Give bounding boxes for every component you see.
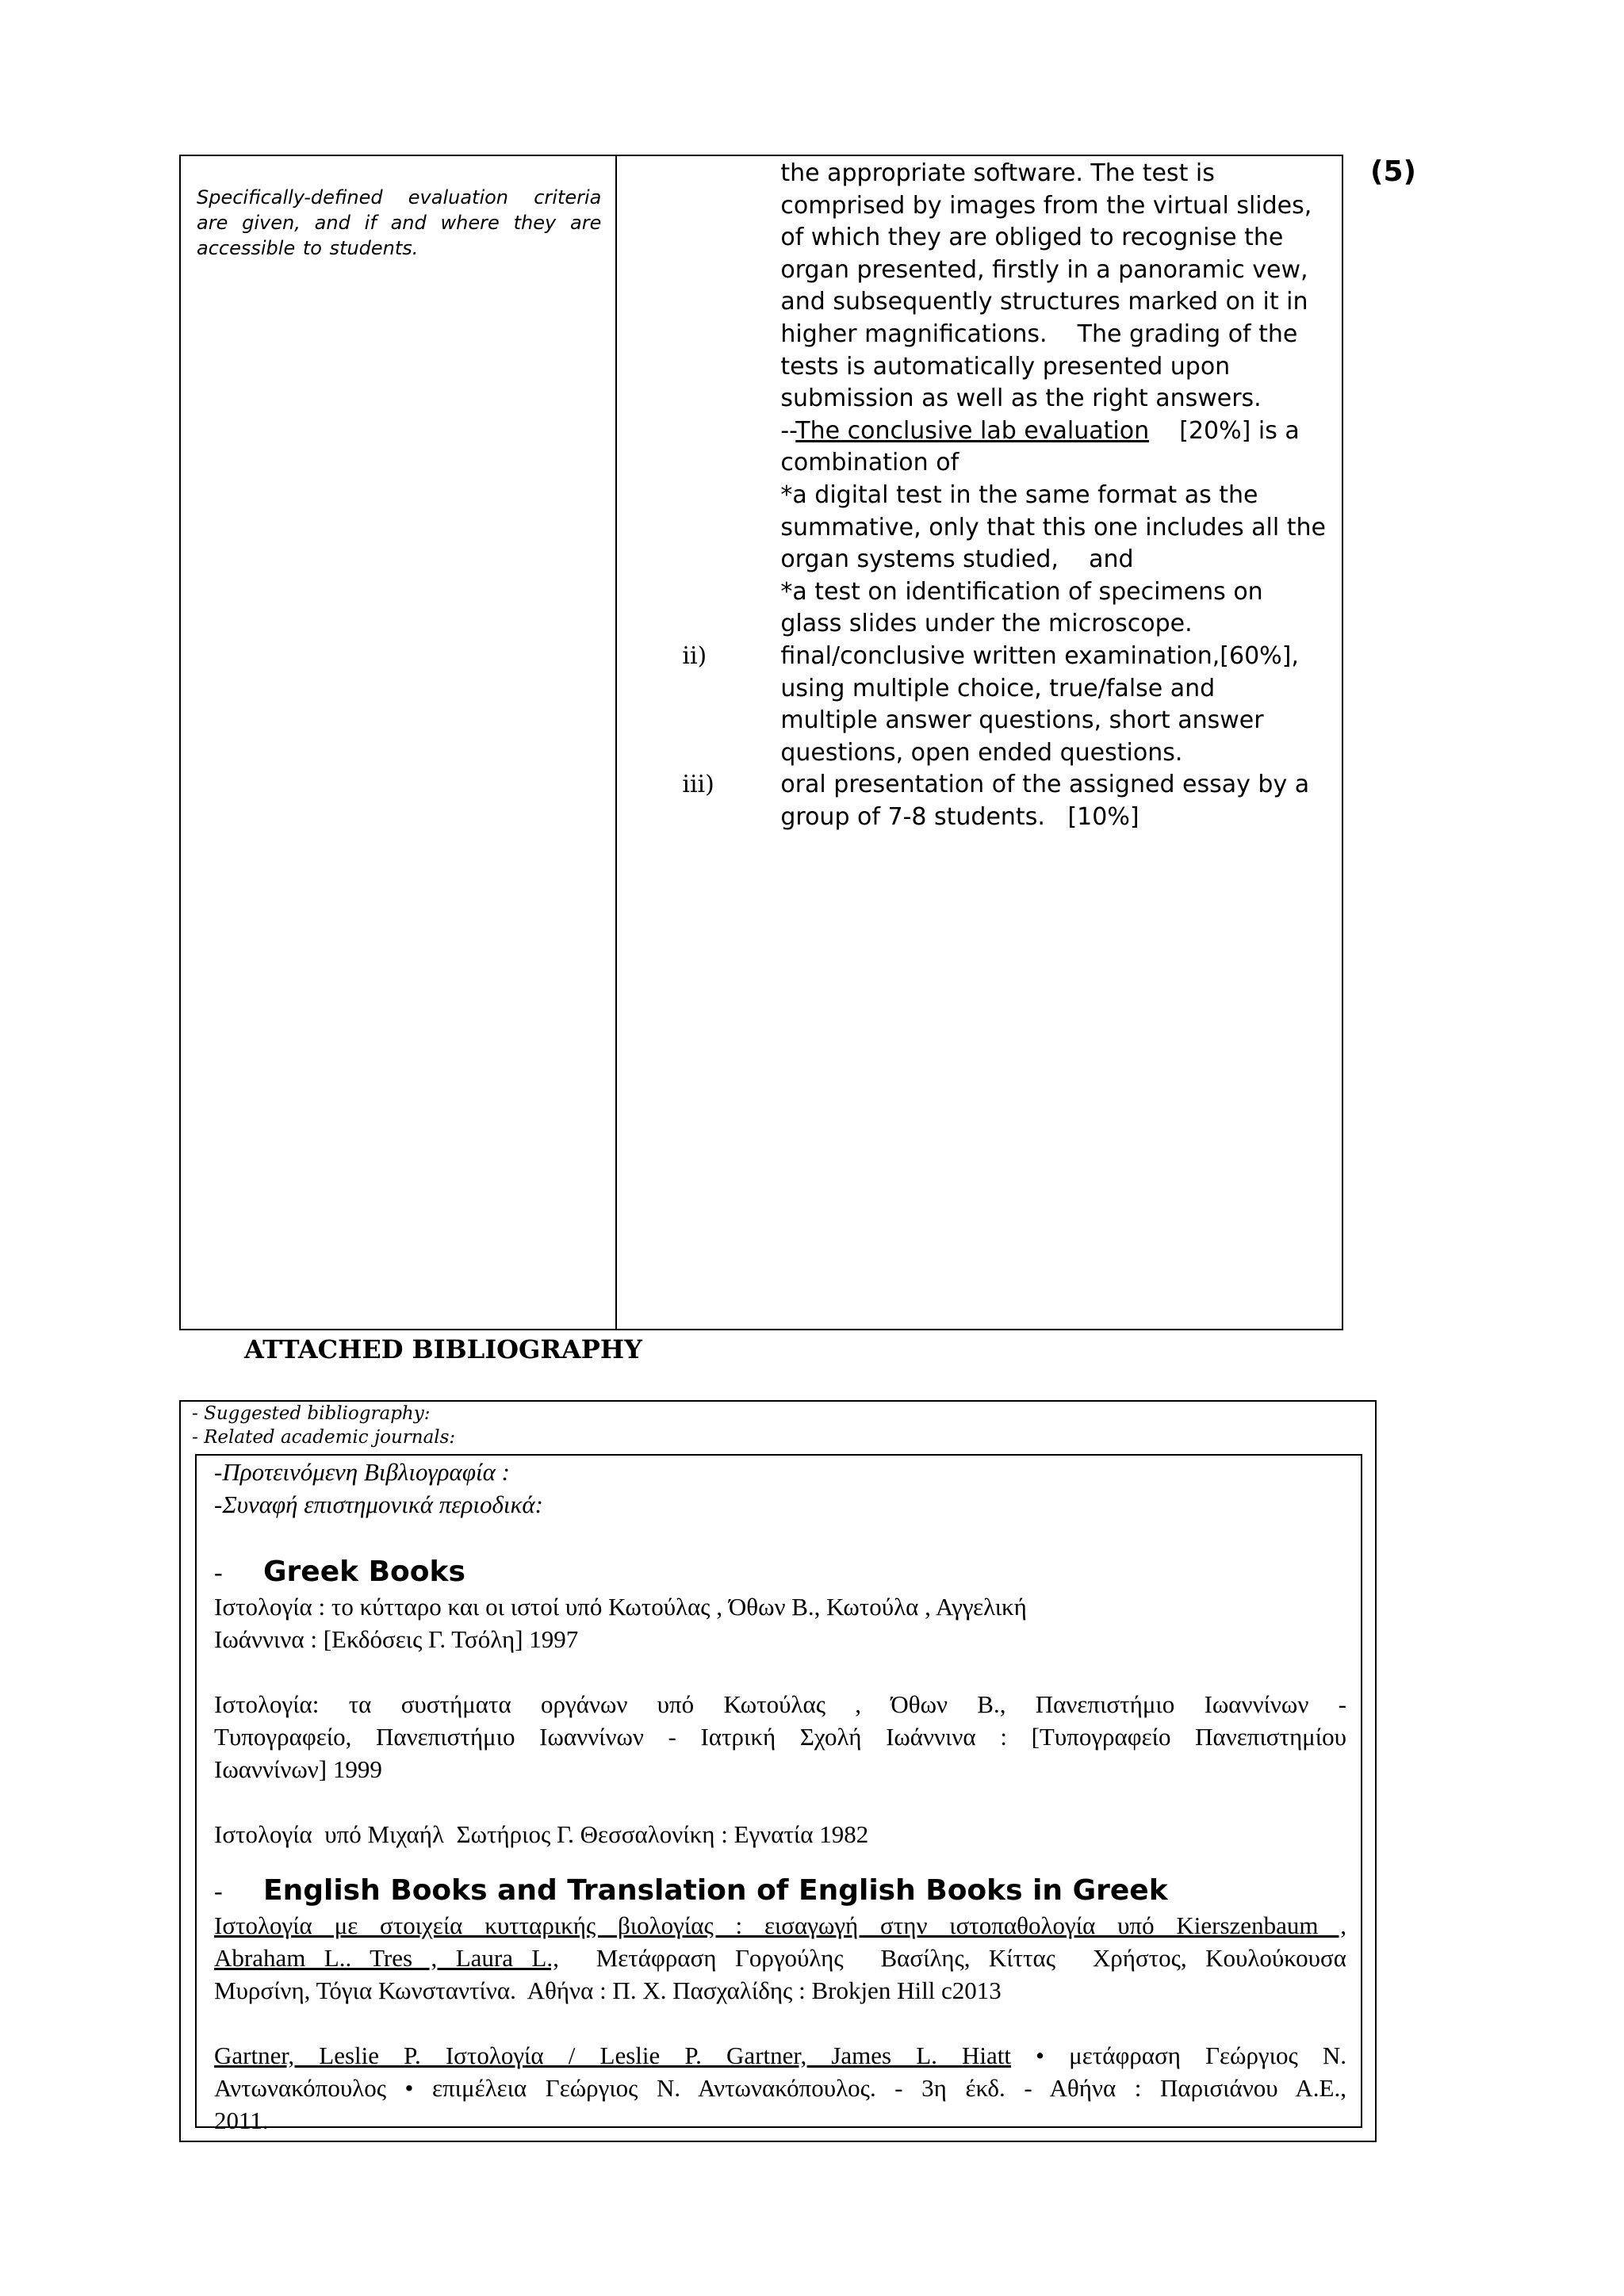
suggested-bibliography-label: - Suggested bibliography: (192, 1403, 431, 1424)
summative-test-description (617, 158, 1342, 641)
text-line: summative, only that this one includes all the (780, 513, 1326, 541)
section-title: Greek Books (263, 1556, 465, 1588)
text-line: multiple answer questions, short answer (780, 706, 1264, 735)
section-dash: - (214, 1557, 223, 1586)
evaluation-table (179, 155, 1343, 1330)
text-line: final/conclusive written examination,[60%], (780, 641, 1299, 670)
item-body (780, 641, 1342, 769)
text-line: oral presentation of the assigned essay by a (780, 771, 1310, 799)
text-line: *a digital test in the same format as the (780, 480, 1258, 509)
entry-line: Ιωαννίνων] 1999 (214, 1755, 382, 1783)
text-line: glass slides under the microscope. (780, 610, 1193, 638)
evaluation-item-ii (617, 641, 1342, 769)
bibliography-entry (214, 1590, 1346, 1655)
entry-authors: Abraham L.. Tres , Laura L., (214, 1944, 559, 1972)
section-title: English Books and Translation of English Books in Greek (263, 1874, 1168, 1907)
text-line: and subsequently structures marked on it in (780, 288, 1308, 316)
entry-line (214, 2039, 1346, 2072)
dash-prefix: -- (780, 416, 796, 445)
entry-translators: Μετάφραση Γοργούλης Βασίλης, Κίττας Χρήστος, Κουλούκουσα (558, 1944, 1346, 1972)
text-line: tests is automatically presented upon (780, 352, 1231, 381)
conclusive-lab-evaluation-line (780, 415, 1326, 448)
section-greek-books (214, 1554, 1346, 1590)
entry-line: Ιστολογία: τα συστήματα οργάνων υπό Κωτούλας , Όθων Β., Πανεπιστήμιο Ιωαννίνων - (214, 1690, 1346, 1718)
evaluation-criteria-cell (181, 156, 617, 1329)
evaluation-item-iii (617, 769, 1342, 833)
entry-line: Ιστολογία υπό Μιχαήλ Σωτήριος Γ. Θεσσαλονίκη : Εγνατία 1982 (214, 1820, 869, 1848)
entry-line: Ιωάννινα : [Εκδόσεις Γ. Τσόλη] 1997 (214, 1625, 579, 1653)
entry-line (214, 1942, 1346, 1974)
entry-authors: Gartner, Leslie P. Ιστολογία / Leslie P. Gartner, James L. Hiatt (214, 2042, 1012, 2069)
entry-line: Ιστολογία με στοιχεία κυτταρικής βιολογίας : εισαγωγή στην ιστοπαθολογία υπό Kierszenbaum , (214, 1911, 1346, 1939)
section-english-books (214, 1873, 1346, 1909)
bibliography-entry (214, 1818, 1346, 1850)
greek-journals-label: -Συναφή επιστημονικά περιοδικά: (214, 1490, 543, 1518)
text-line: using multiple choice, true/false and (780, 674, 1216, 702)
item-number: iii) (682, 771, 714, 799)
entry-line: Μυρσίνη, Τόγια Κωνσταντίνα. Αθήνα : Π. Χ. Πασχαλίδης : Brokjen Hill c2013 (214, 1976, 1002, 2004)
related-journals-label: - Related academic journals: (192, 1427, 456, 1448)
text-line: the appropriate software. The test is (780, 159, 1215, 187)
bibliography-entry (214, 1688, 1346, 1785)
bibliography-entry (214, 2039, 1346, 2137)
text-line: higher magnifications. The grading of the (780, 320, 1298, 348)
section-dash: - (214, 1876, 223, 1905)
conclusive-lab-evaluation-label: The conclusive lab evaluation (795, 416, 1150, 445)
entry-line: Αντωνακόπουλος • επιμέλεια Γεώργιος Ν. Αντωνακόπουλος. - 3η έκδ. - Αθήνα : Παρισιάνου Α.Ε., (214, 2074, 1346, 2102)
greek-suggested-label: -Προτεινόμενη Βιβλιογραφία : (214, 1458, 510, 1486)
page-marker: (5) (1370, 155, 1416, 188)
text-line: organ systems studied, and (780, 545, 1134, 574)
bibliography-content (195, 1454, 1362, 2134)
bibliography-box (179, 1400, 1377, 2142)
text-line: combination of (780, 449, 959, 477)
text-line: of which they are obliged to recognise the (780, 224, 1284, 252)
entry-line: 2011. (214, 2107, 269, 2134)
text-line: submission as well as the right answers. (780, 385, 1262, 413)
text-line: group of 7-8 students. [10%] (780, 802, 1139, 831)
item-body (780, 769, 1342, 833)
item-number: ii) (682, 641, 707, 670)
entry-line: Τυπογραφείο, Πανεπιστήμιο Ιωαννίνων - Ιατρική Σχολή Ιωάννινα : [Τυπογραφείο Πανεπιστημίου (214, 1723, 1346, 1751)
text-line: organ presented, firstly in a panoramic vew, (780, 255, 1308, 284)
entry-line: Ιστολογία : το κύτταρο και οι ιστοί υπό Κωτούλας , Όθων Β., Κωτούλα , Αγγελική (214, 1593, 1027, 1621)
bibliography-heading: ATTACHED BIBLIOGRAPHY (244, 1334, 642, 1364)
evaluation-criteria-text: Specifically-defined evaluation criteria are given, and if and where they are accessible to students. (197, 186, 602, 259)
entry-translator: • μετάφραση Γεώργιος Ν. (1011, 2042, 1347, 2069)
bibliography-entry (214, 1909, 1346, 2007)
evaluation-description-cell (617, 156, 1342, 1329)
text-line: questions, open ended questions. (780, 738, 1183, 767)
conclusive-weight: [20%] is a (1149, 416, 1300, 445)
text-line: *a test on identification of specimens on (780, 577, 1263, 606)
text-line: comprised by images from the virtual slides, (780, 191, 1312, 220)
